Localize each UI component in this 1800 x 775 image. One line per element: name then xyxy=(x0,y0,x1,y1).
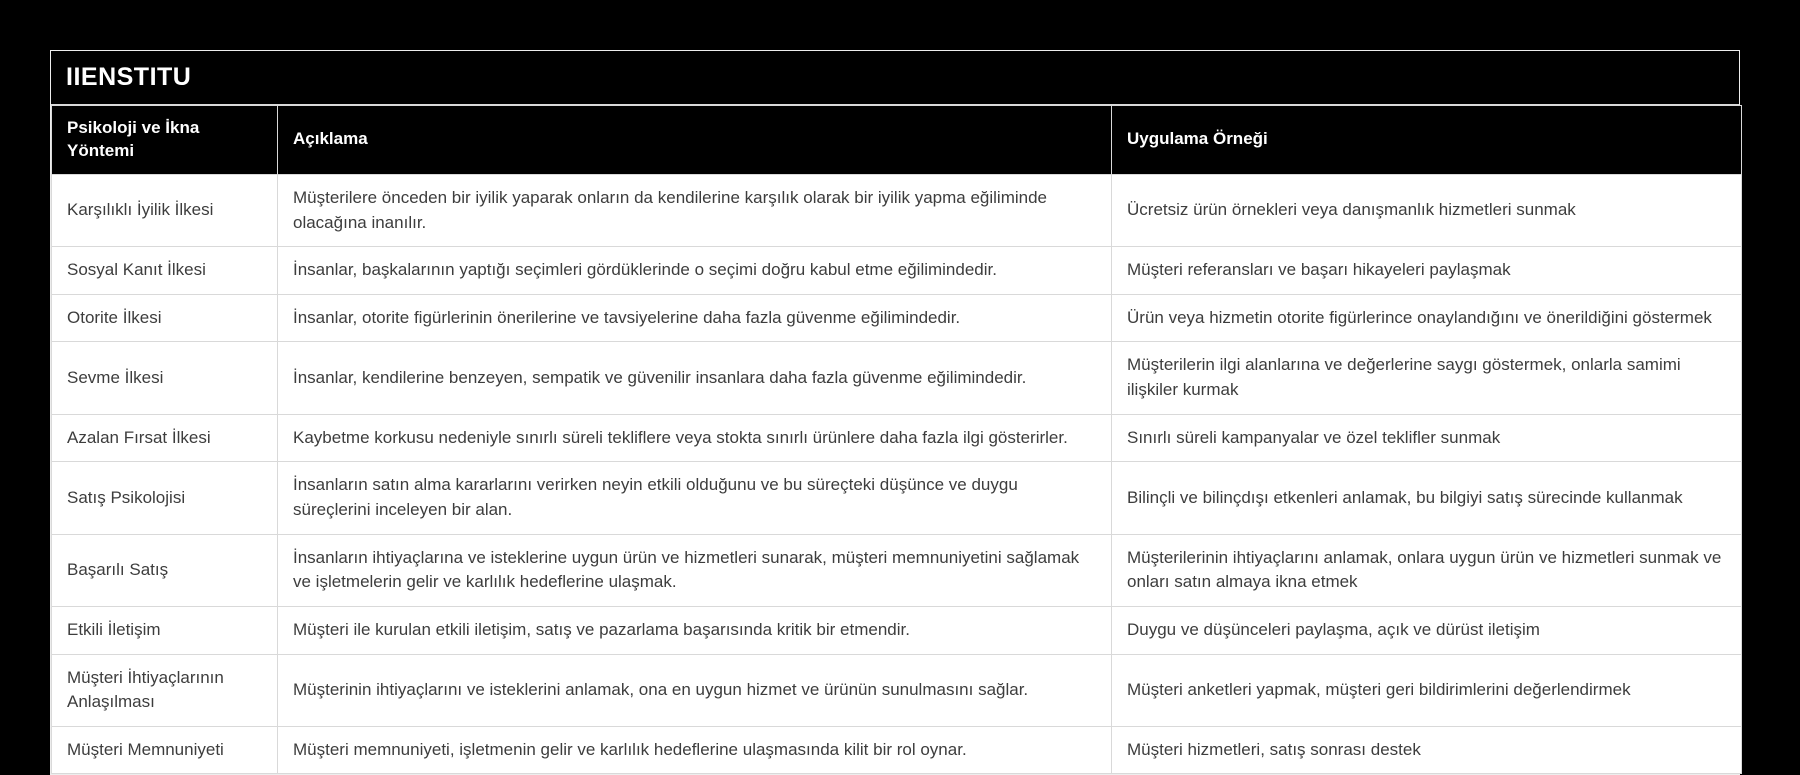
cell-method: Müşteri Memnuniyeti xyxy=(52,726,278,774)
column-header-description: Açıklama xyxy=(278,106,1112,175)
cell-method: Otorite İlkesi xyxy=(52,294,278,342)
table-card xyxy=(50,50,1740,775)
table-row xyxy=(52,414,1742,462)
cell-example: Sınırlı süreli kampanyalar ve özel teklifler sunmak xyxy=(1112,414,1742,462)
cell-method: Müşteri İhtiyaçlarının Anlaşılması xyxy=(52,654,278,726)
cell-description: Müşterilere önceden bir iyilik yaparak onların da kendilerine karşılık olarak bir iyilik yapma eğiliminde olacağına inanılır. xyxy=(278,174,1112,246)
cell-description: İnsanların ihtiyaçlarına ve isteklerine uygun ürün ve hizmetleri sunarak, müşteri memnuniyetini sağlamak ve işletmelerin gelir ve karlılık hedeflerine ulaşmak. xyxy=(278,534,1112,606)
header-row xyxy=(52,106,1742,175)
cell-description: İnsanlar, kendilerine benzeyen, sempatik ve güvenilir insanlara daha fazla güvenme eğilimindedir. xyxy=(278,342,1112,414)
cell-method: Karşılıklı İyilik İlkesi xyxy=(52,174,278,246)
cell-description: Müşterinin ihtiyaçlarını ve isteklerini anlamak, ona en uygun hizmet ve ürünün sunulmasını sağlar. xyxy=(278,654,1112,726)
column-header-method: Psikoloji ve İkna Yöntemi xyxy=(52,106,278,175)
cell-example: Müşteri hizmetleri, satış sonrası destek xyxy=(1112,726,1742,774)
cell-method: Etkili İletişim xyxy=(52,606,278,654)
table-row xyxy=(52,247,1742,295)
table-row xyxy=(52,654,1742,726)
table-row xyxy=(52,462,1742,534)
cell-description: İnsanlar, otorite figürlerinin önerilerine ve tavsiyelerine daha fazla güvenme eğilimindedir. xyxy=(278,294,1112,342)
table-row xyxy=(52,534,1742,606)
cell-example: Müşteri referansları ve başarı hikayeleri paylaşmak xyxy=(1112,247,1742,295)
table-row xyxy=(52,342,1742,414)
cell-method: Sosyal Kanıt İlkesi xyxy=(52,247,278,295)
cell-description: İnsanların satın alma kararlarını verirken neyin etkili olduğunu ve bu süreçteki düşünce ve duygu süreçlerini inceleyen bir alan. xyxy=(278,462,1112,534)
cell-method: Azalan Fırsat İlkesi xyxy=(52,414,278,462)
table-body xyxy=(52,174,1742,774)
cell-example: Müşterilerin ilgi alanlarına ve değerlerine saygı göstermek, onlarla samimi ilişkiler kurmak xyxy=(1112,342,1742,414)
cell-example: Duygu ve düşünceleri paylaşma, açık ve dürüst iletişim xyxy=(1112,606,1742,654)
table-row xyxy=(52,294,1742,342)
cell-example: Ürün veya hizmetin otorite figürlerince onaylandığını ve önerildiğini göstermek xyxy=(1112,294,1742,342)
cell-example: Ücretsiz ürün örnekleri veya danışmanlık hizmetleri sunmak xyxy=(1112,174,1742,246)
table-row xyxy=(52,726,1742,774)
table-header xyxy=(52,106,1742,175)
cell-example: Müşterilerinin ihtiyaçlarını anlamak, onlara uygun ürün ve hizmetleri sunmak ve onları satın almaya ikna etmek xyxy=(1112,534,1742,606)
cell-description: Kaybetme korkusu nedeniyle sınırlı süreli tekliflere veya stokta sınırlı ürünlere daha fazla ilgi gösterirler. xyxy=(278,414,1112,462)
psychology-persuasion-table xyxy=(51,105,1742,774)
cell-description: Müşteri memnuniyeti, işletmenin gelir ve karlılık hedeflerine ulaşmasında kilit bir rol oynar. xyxy=(278,726,1112,774)
brand-title: IIENSTITU xyxy=(51,51,1739,105)
column-header-example: Uygulama Örneği xyxy=(1112,106,1742,175)
table-row xyxy=(52,174,1742,246)
cell-method: Başarılı Satış xyxy=(52,534,278,606)
cell-description: İnsanlar, başkalarının yaptığı seçimleri gördüklerinde o seçimi doğru kabul etme eğilimindedir. xyxy=(278,247,1112,295)
cell-method: Sevme İlkesi xyxy=(52,342,278,414)
cell-method: Satış Psikolojisi xyxy=(52,462,278,534)
cell-example: Bilinçli ve bilinçdışı etkenleri anlamak, bu bilgiyi satış sürecinde kullanmak xyxy=(1112,462,1742,534)
cell-example: Müşteri anketleri yapmak, müşteri geri bildirimlerini değerlendirmek xyxy=(1112,654,1742,726)
cell-description: Müşteri ile kurulan etkili iletişim, satış ve pazarlama başarısında kritik bir etmendir. xyxy=(278,606,1112,654)
table-row xyxy=(52,606,1742,654)
